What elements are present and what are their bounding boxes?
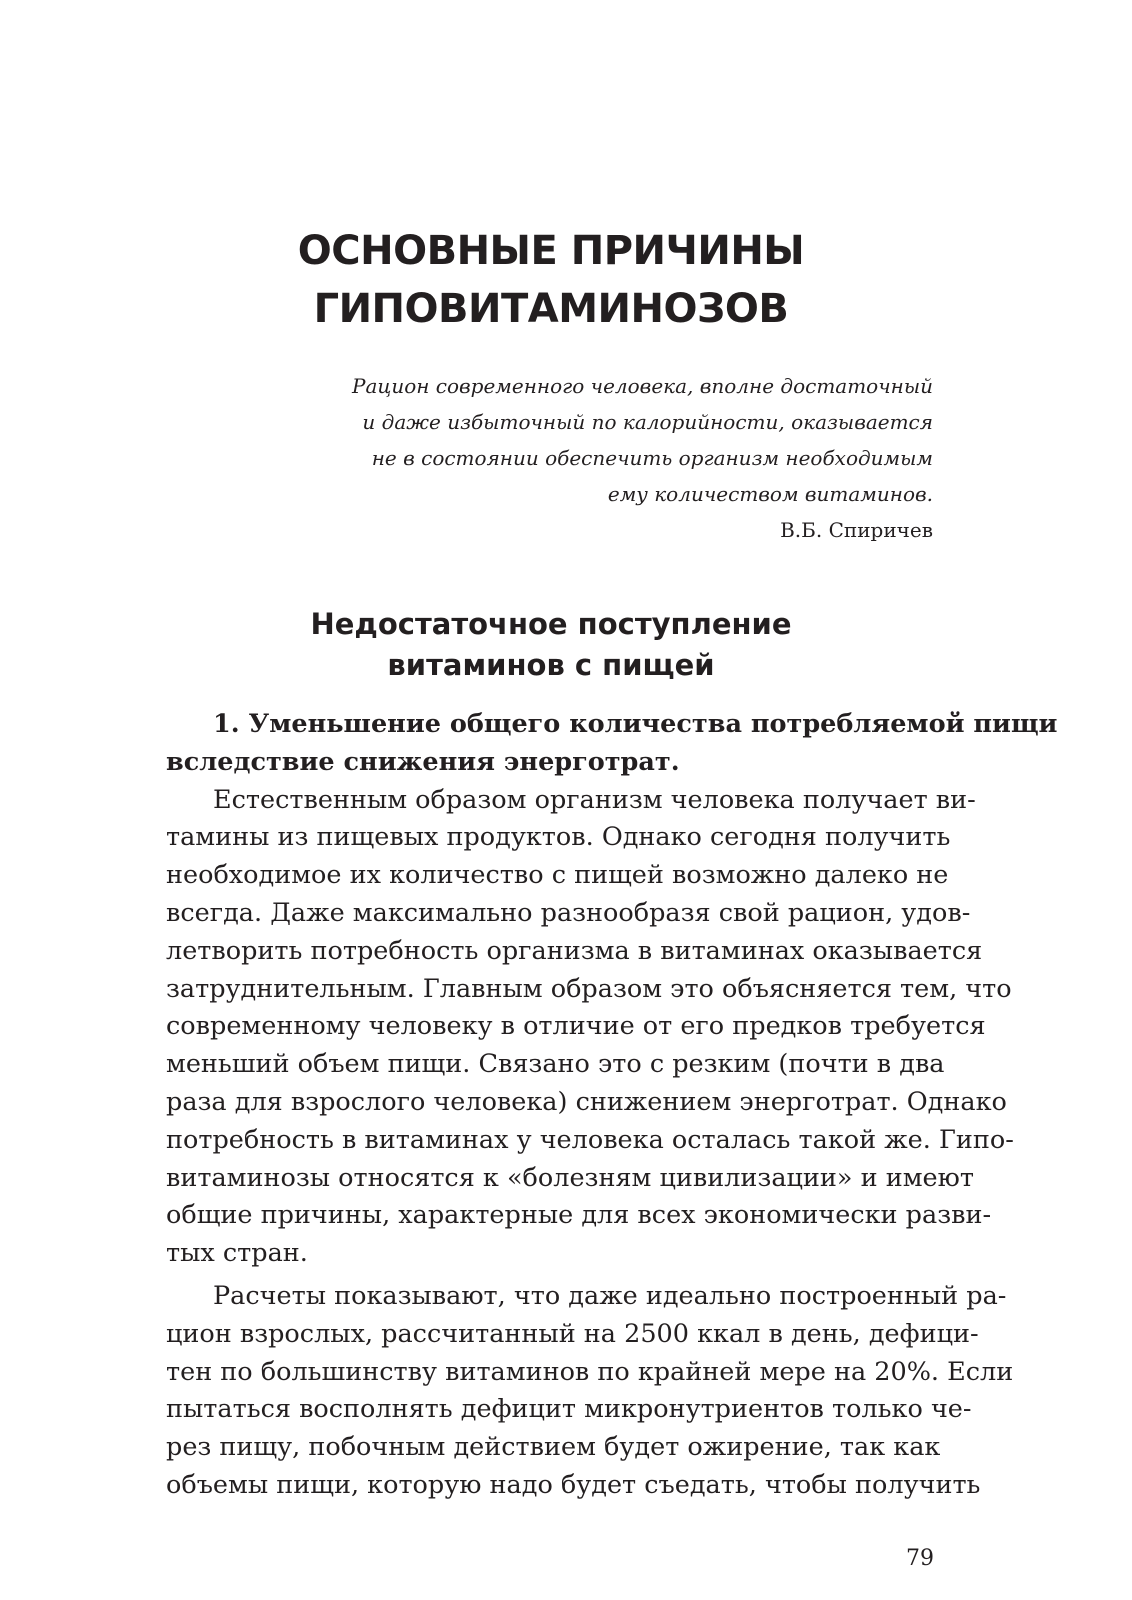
paragraph-line: затруднительным. Главным образом это объясняется тем, что [166,973,1012,1004]
paragraph [166,782,1014,1273]
body-text [166,706,1058,1505]
paragraph-line: Естественным образом организм человека получает ви- [213,784,976,815]
paragraph-line: тен по большинству витаминов по крайней мере на 20%. Если [166,1356,1014,1387]
paragraph-line: Расчеты показывают, что даже идеально построенный ра- [213,1280,1007,1311]
section-title-line: витаминов с пищей [387,648,715,682]
epigraph-author: В.Б. Спиричев [780,518,933,542]
paragraph-line: витаминозы относятся к «болезням цивилизации» и имеют [166,1162,974,1193]
paragraph-line: летворить потребность организма в витаминах оказывается [166,935,983,966]
page-number: 79 [906,1546,934,1571]
chapter-title-line: ГИПОВИТАМИНОЗОВ [313,286,789,332]
paragraph-line: пытаться восполнять дефицит микронутриентов только че- [166,1394,972,1425]
subsection-line: вследствие снижения энерготрат. [166,746,680,777]
paragraph-line: объемы пищи, которую надо будет съедать, чтобы получить [166,1469,981,1500]
paragraph-line: необходимое их количество с пищей возможно далеко не [166,860,949,891]
epigraph-line: не в состоянии обеспечить организм необходимым [371,446,933,470]
epigraph-line: Рацион современного человека, вполне достаточный [352,374,933,398]
paragraph-line: потребность в витаминах у человека осталась такой же. Гипо- [166,1124,1014,1155]
subsection-line: 1. Уменьшение общего количества потребляемой пищи [213,709,1058,739]
paragraph-line: тамины из пищевых продуктов. Однако сегодня получить [166,822,951,853]
chapter-title [166,222,936,338]
epigraph-line: и даже избыточный по калорийности, оказывается [362,410,933,434]
paragraph-line: меньший объем пищи. Связано это с резким (почти в два [166,1049,945,1080]
subsection-heading [166,706,1058,782]
paragraph-line: всегда. Даже максимально разнообразя свой рацион, удов- [166,897,971,928]
paragraph [166,1278,1014,1505]
paragraph-line: рез пищу, побочным действием будет ожирение, так как [166,1432,941,1463]
paragraph-line: современному человеку в отличие от его предков требуется [166,1011,986,1042]
section-title-line: Недостаточное поступление [310,607,792,641]
paragraph-line: общие причины, характерные для всех экономически разви- [166,1200,992,1231]
paragraph-line: цион взрослых, рассчитанный на 2500 ккал в день, дефици- [166,1318,979,1349]
paragraph-line: раза для взрослого человека) снижением энерготрат. Однако [166,1086,1007,1117]
chapter-title-line: ОСНОВНЫЕ ПРИЧИНЫ [297,228,805,274]
epigraph [330,368,933,548]
epigraph-line: ему количеством витаминов. [607,482,933,506]
paragraph-line: тых стран. [166,1238,308,1269]
section-title [166,604,936,686]
